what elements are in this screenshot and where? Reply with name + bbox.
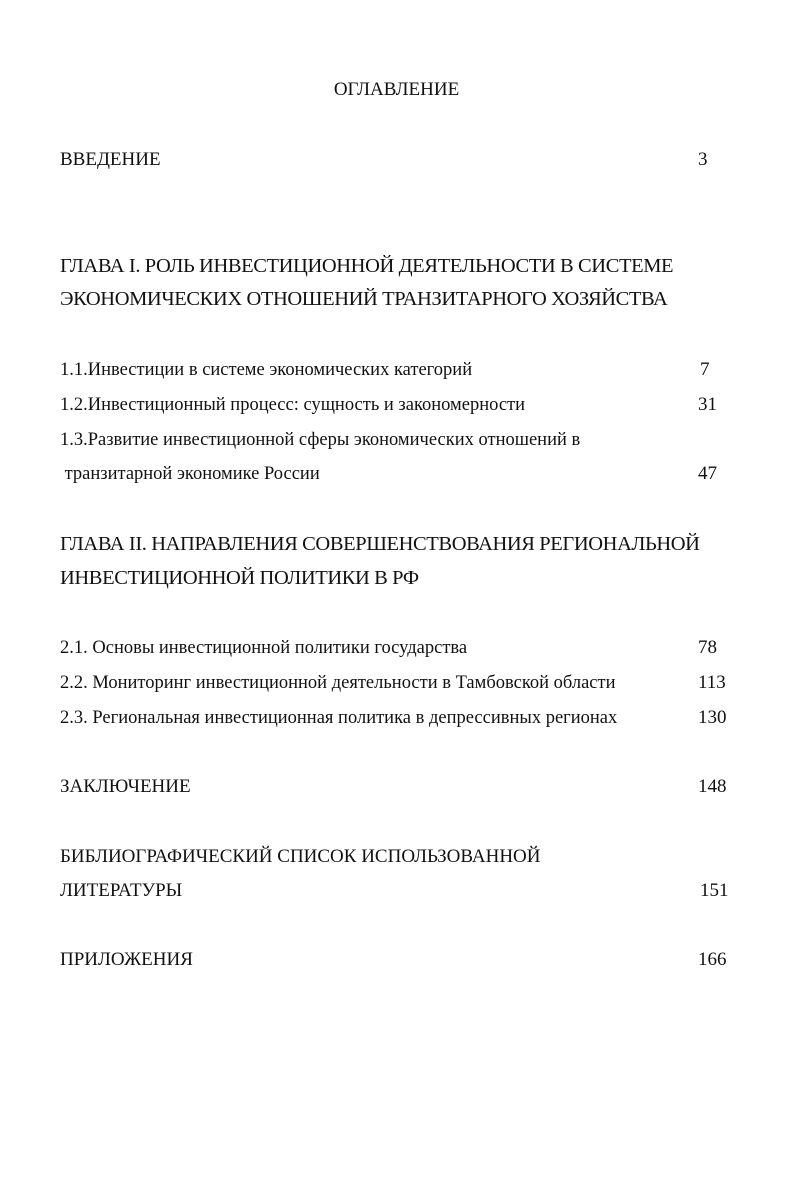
toc-appendix-page: 166 <box>698 949 727 970</box>
chapter2-title-line2: ИНВЕСТИЦИОННОЙ ПОЛИТИКИ В РФ <box>60 567 419 589</box>
toc-conclusion-page: 148 <box>698 776 727 797</box>
toc-bibliography-label-line2: ЛИТЕРАТУРЫ <box>60 880 183 901</box>
page-title: ОГЛАВЛЕНИЕ <box>333 79 460 100</box>
section-2-3-label: 2.3. Региональная инвестиционная политика в депрессивных регионах <box>60 708 618 728</box>
section-2-2-label: 2.2. Мониторинг инвестиционной деятельности в Тамбовской области <box>60 673 616 693</box>
toc-intro-label: ВВЕДЕНИЕ <box>60 149 161 170</box>
toc-bibliography-page: 151 <box>700 880 729 901</box>
section-1-1-page: 7 <box>700 359 710 380</box>
chapter2-title-line1: ГЛАВА II. НАПРАВЛЕНИЯ СОВЕРШЕНСТВОВАНИЯ РЕГИОНАЛЬНОЙ <box>60 533 700 555</box>
toc-bibliography-label-line1: БИБЛИОГРАФИЧЕСКИЙ СПИСОК ИСПОЛЬЗОВАННОЙ <box>60 846 541 867</box>
chapter1-title-line1: ГЛАВА I. РОЛЬ ИНВЕСТИЦИОННОЙ ДЕЯТЕЛЬНОСТИ В СИСТЕМЕ <box>60 255 674 277</box>
section-1-1-label: 1.1.Инвестиции в системе экономических категорий <box>60 360 473 380</box>
section-1-3-label-line2: транзитарной экономике России <box>60 464 320 484</box>
toc-intro-page: 3 <box>698 149 708 170</box>
section-2-2-page: 113 <box>698 672 726 693</box>
toc-appendix-label: ПРИЛОЖЕНИЯ <box>60 949 193 970</box>
section-1-2-label: 1.2.Инвестиционный процесс: сущность и закономерности <box>60 395 526 415</box>
section-2-1-page: 78 <box>698 637 717 658</box>
section-1-3-label-line1: 1.3.Развитие инвестиционной сферы экономических отношений в <box>60 430 581 450</box>
toc-conclusion-label: ЗАКЛЮЧЕНИЕ <box>60 776 191 797</box>
chapter1-title-line2: ЭКОНОМИЧЕСКИХ ОТНОШЕНИЙ ТРАНЗИТАРНОГО ХОЗЯЙСТВА <box>60 288 668 310</box>
section-2-3-page: 130 <box>698 707 727 728</box>
section-2-1-label: 2.1. Основы инвестиционной политики государства <box>60 638 468 658</box>
section-1-3-page: 47 <box>698 463 717 484</box>
section-1-2-page: 31 <box>698 394 717 415</box>
